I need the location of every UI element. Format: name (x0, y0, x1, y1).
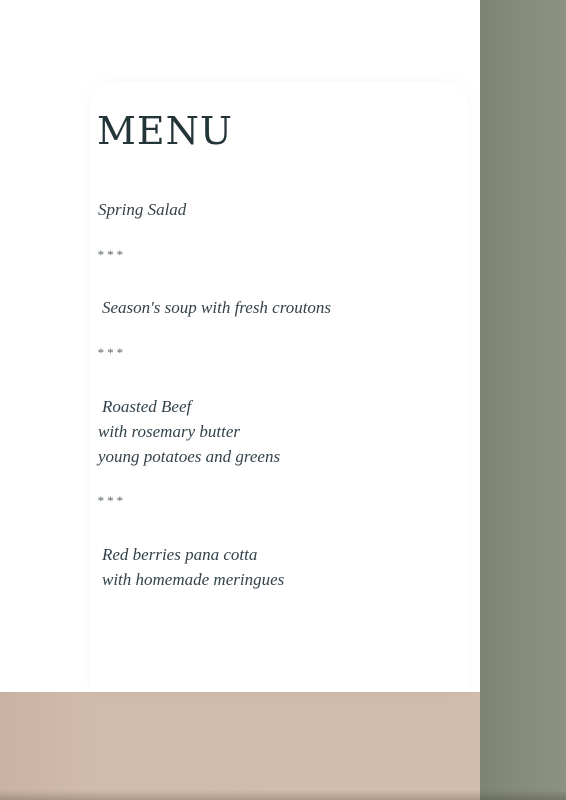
course-separator: *** (97, 247, 126, 262)
sage-side-band (480, 0, 566, 800)
course-line: Spring Salad (98, 200, 187, 219)
menu-title: MENU (97, 109, 233, 153)
course-line: with rosemary butter (98, 422, 240, 441)
course-starter (98, 197, 186, 222)
course-separator: *** (97, 493, 126, 508)
course-line: Roasted Beef (102, 397, 192, 416)
course-line: Red berries pana cotta (102, 545, 258, 564)
course-dessert (102, 542, 284, 592)
bottom-shadow (0, 790, 566, 800)
blush-bottom-band (0, 692, 480, 800)
course-line: young potatoes and greens (98, 447, 281, 466)
course-line: with homemade meringues (102, 570, 285, 589)
menu-card (90, 82, 468, 692)
course-separator: *** (97, 345, 126, 360)
course-line: Season's soup with fresh croutons (102, 298, 332, 317)
course-soup (102, 295, 331, 320)
course-main (98, 394, 280, 469)
